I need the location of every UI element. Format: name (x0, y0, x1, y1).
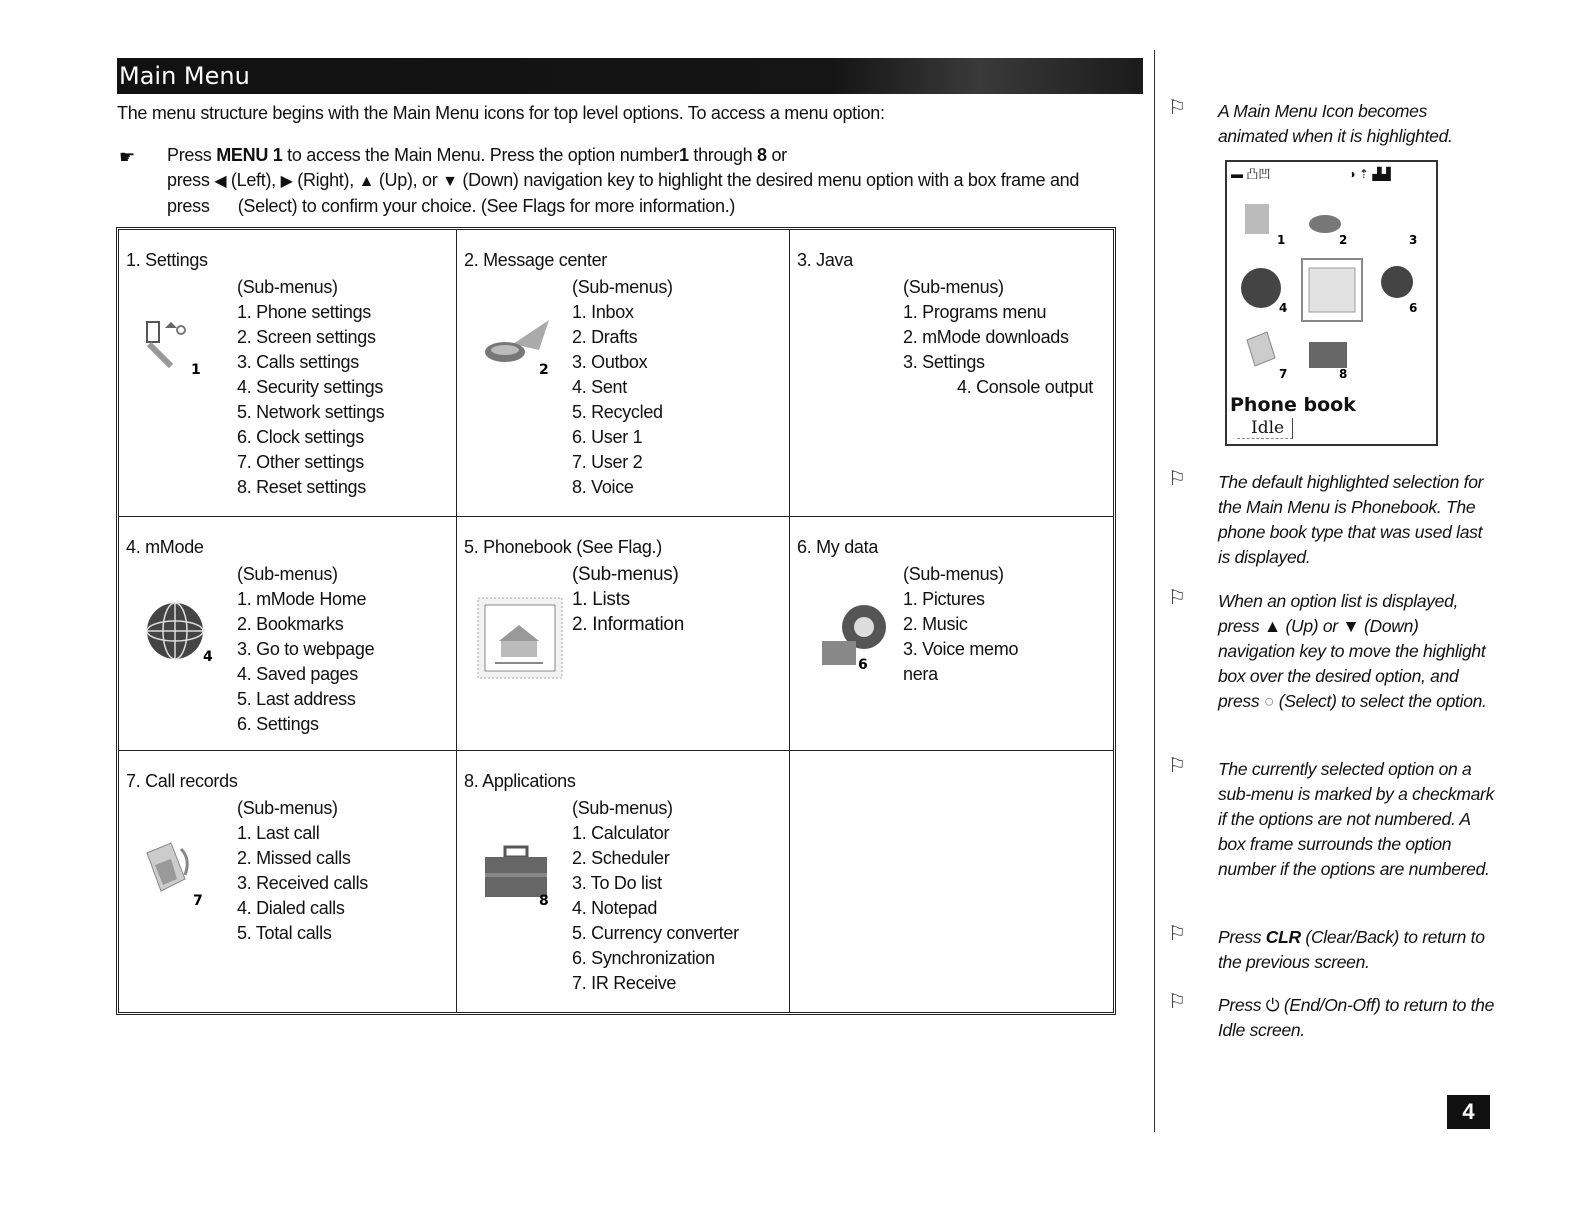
svg-text:6: 6 (1409, 301, 1418, 315)
cell-title: 1. Settings (126, 250, 208, 270)
submenu-list: (Sub-menus) 1. Lists 2. Information (572, 564, 684, 635)
menu-cell-message-center (457, 230, 790, 517)
svg-text:7: 7 (1279, 367, 1288, 381)
cell-badge: 6 (858, 657, 868, 673)
phone-idle-softkey: Idle (1237, 418, 1293, 439)
cell-title: 3. Java (797, 250, 853, 270)
cell-title: 8. Applications (464, 771, 576, 791)
settings-icon (141, 316, 203, 378)
menu-cell-phonebook (457, 517, 790, 751)
cell-title: 7. Call records (126, 771, 238, 791)
page-number: 4 (1447, 1095, 1490, 1129)
flag-icon: ⚐ (1168, 991, 1186, 1013)
submenu-list: (Sub-menus) 1. Last call 2. Missed calls 3. Received calls 4. Dialed calls 5. Total calls (237, 798, 368, 943)
instruction-line-2: press ◀ (Left), ▶ (Right), ▲ (Up), or ▼ (Down) navigation key to highlight the desired menu option with a box frame and (167, 170, 1080, 190)
svg-text:4: 4 (1279, 301, 1288, 315)
cell-badge: 2 (539, 362, 549, 378)
submenu-list: (Sub-menus) 1. Phone settings 2. Screen settings 3. Calls settings 4. Security settings 5. Network settings 6. Clock settings 7. Other settings 8. Reset settings (237, 277, 385, 497)
menu-cell-java (790, 230, 1113, 517)
phone-status-bar: ▬ 凸凹 ◑ ⇡ ▟▟ (1231, 167, 1391, 181)
phonebook-icon (477, 597, 563, 679)
cell-badge: 4 (203, 649, 213, 665)
end-power-key-icon: ⏻ (1265, 995, 1280, 1015)
down-arrow-icon: ▼ (1342, 616, 1360, 636)
cell-title: 5. Phonebook (See Flag.) (464, 537, 662, 557)
globe-icon (143, 599, 219, 669)
menu-cell-my-data (790, 517, 1113, 751)
cell-title: 6. My data (797, 537, 879, 557)
message-icon (483, 316, 557, 378)
cell-badge: 1 (191, 362, 201, 378)
down-arrow-icon: ▼ (442, 173, 458, 190)
instruction-line-3: press (Select) to confirm your choice. (See Flags for more information.) (167, 196, 736, 216)
flag-icon: ⚐ (1168, 97, 1186, 119)
flag-icon: ⚐ (1168, 755, 1186, 777)
flag-icon: ⚐ (1168, 587, 1186, 609)
cell-title: 4. mMode (126, 537, 204, 557)
pointing-hand-icon: ☛ (119, 147, 135, 167)
phone-screen-image (1225, 160, 1438, 446)
submenu-list: (Sub-menus) 1. Pictures 2. Music 3. Voice memo nera (903, 564, 1019, 684)
intro-text: The menu structure begins with the Main Menu icons for top level options. To access a menu option: (117, 103, 885, 123)
select-key-icon: ○ (1263, 691, 1275, 711)
mydata-icon (820, 601, 894, 673)
phone-screen-label: Phone book (1230, 394, 1356, 416)
column-divider (1154, 50, 1155, 1132)
right-arrow-icon: ▶ (280, 173, 293, 190)
submenu-list: (Sub-menus) 1. Programs menu 2. mMode downloads 3. Settings 4. Console output (903, 277, 1093, 397)
submenu-list: (Sub-menus) 1. Calculator 2. Scheduler 3. To Do list 4. Notepad 5. Currency converter 6. Synchronization 7. IR Receive (572, 798, 739, 993)
flag-icon: ⚐ (1168, 468, 1186, 490)
up-arrow-icon: ▲ (1263, 616, 1281, 636)
up-arrow-icon: ▲ (358, 173, 375, 190)
svg-text:3: 3 (1409, 233, 1418, 247)
cell-title: 2. Message center (464, 250, 607, 270)
svg-text:1: 1 (1277, 233, 1286, 247)
menu-table (116, 227, 1116, 1015)
section-title: Main Menu (119, 62, 250, 90)
left-arrow-icon: ◀ (214, 173, 227, 190)
cell-badge: 8 (539, 893, 549, 909)
flag-icon: ⚐ (1168, 923, 1186, 945)
instruction-line-1: Press MENU 1 to access the Main Menu. Press the option number1 through 8 or (167, 145, 787, 165)
briefcase-icon (481, 843, 559, 909)
submenu-list: (Sub-menus) 1. Inbox 2. Drafts 3. Outbox 4. Sent 5. Recycled 6. User 1 7. User 2 8. Voice (572, 277, 673, 497)
menu-cell-applications (457, 751, 790, 1012)
callrecords-icon (141, 839, 213, 911)
svg-text:8: 8 (1339, 367, 1348, 381)
cell-badge: 7 (193, 893, 203, 909)
submenu-list: (Sub-menus) 1. mMode Home 2. Bookmarks 3. Go to webpage 4. Saved pages 5. Last address 6. Settings (237, 564, 375, 734)
menu-cell-settings (119, 230, 457, 517)
section-banner (117, 58, 1143, 94)
phone-icon-grid (1227, 180, 1436, 390)
menu-cell-call-records (119, 751, 457, 1012)
svg-text:2: 2 (1339, 233, 1348, 247)
menu-cell-mmode (119, 517, 457, 751)
